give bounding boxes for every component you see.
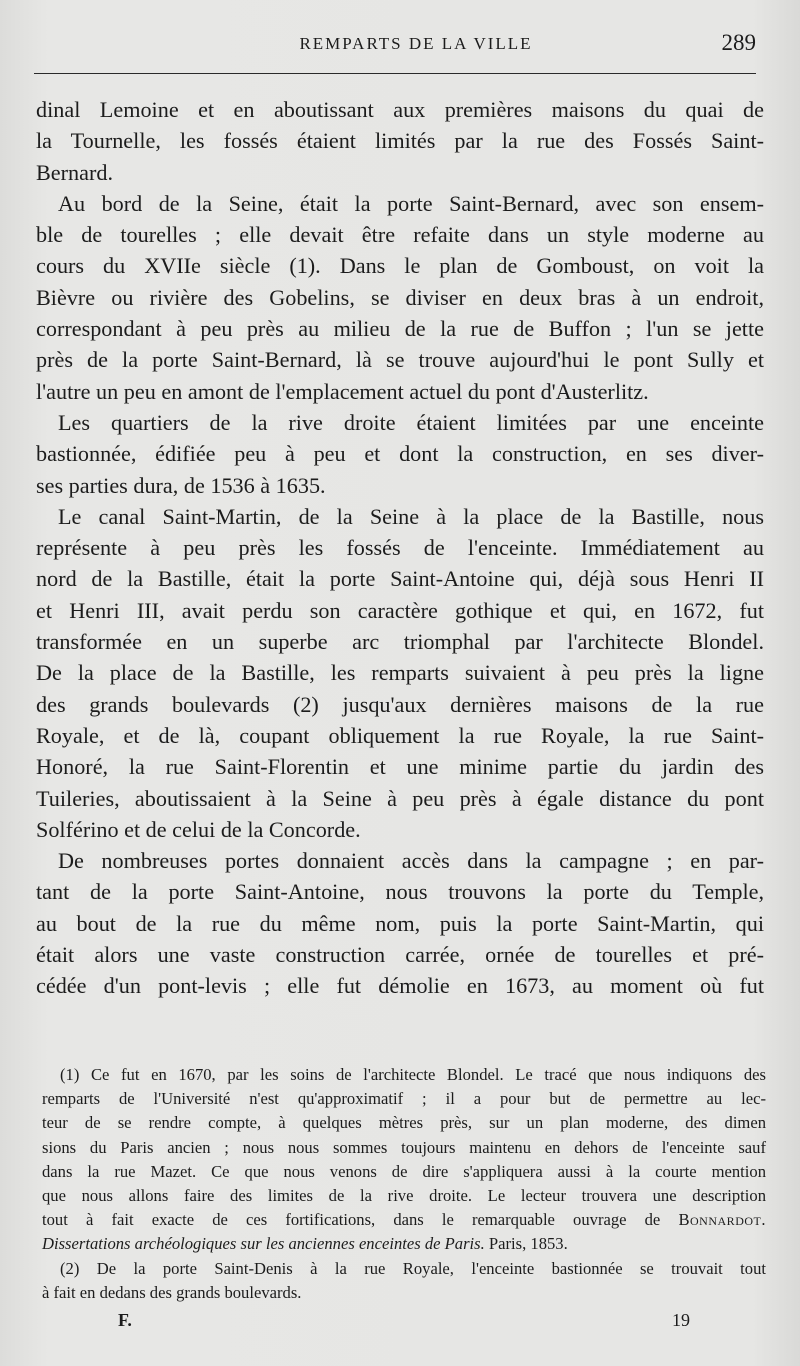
text-line: transformée en un superbe arc triomphal par l'architecte Blondel.: [36, 629, 764, 655]
sheet-number: 19: [672, 1310, 690, 1330]
footnote-1-line: sions du Paris ancien ; nous nous sommes toujours maintenu en dehors de l'enceinte sauf: [42, 1137, 766, 1157]
footnote-1-line: teur de se rendre compte, à quelques mètres près, sur un plan moderne, des dimen: [42, 1113, 766, 1133]
footnote-1-text: tout à fait exacte de ces fortifications, dans le remarquable ouvrage de: [42, 1210, 661, 1230]
footnote-2-line: (2) De la porte Saint-Denis à la rue Royale, l'enceinte bastionnée se trouvait tout: [60, 1258, 766, 1278]
text-line: ble de tourelles ; elle devait être refaite dans un style moderne au: [36, 222, 764, 248]
text-line: Honoré, la rue Saint-Florentin et une minime partie du jardin des: [36, 754, 764, 780]
text-line: Tuileries, aboutissaient à la Seine à peu près à égale distance du pont: [36, 785, 764, 811]
text-line: Royale, et de là, coupant obliquement la rue Royale, la rue Saint-: [36, 722, 764, 748]
text-line: au bout de la rue du même nom, puis la porte Saint-Martin, qui: [36, 910, 764, 936]
header-rule: [34, 73, 756, 74]
text-line: Le canal Saint-Martin, de la Seine à la place de la Bastille, nous: [58, 503, 764, 529]
signature-mark: F.: [118, 1310, 132, 1330]
page-number: 289: [721, 30, 756, 55]
text-line: nord de la Bastille, était la porte Saint-Antoine qui, déjà sous Henri II: [36, 566, 764, 592]
text-line: Solférino et de celui de la Concorde.: [36, 816, 361, 842]
footnote-1-line: que nous allons faire des limites de la rive droite. Le lecteur trouvera une description: [42, 1185, 766, 1205]
text-line: Bièvre ou rivière des Gobelins, se diviser en deux bras à un endroit,: [36, 284, 764, 310]
cited-work-title: Dissertations archéologiques sur les anciennes enceintes de Paris.: [42, 1234, 485, 1254]
footnote-1-line: dans la rue Mazet. Ce que nous venons de dire s'appliquera aussi à la courte mention: [42, 1161, 766, 1181]
main-text: [36, 94, 764, 1002]
footnote-1-line: remparts de l'Université n'est qu'approximatif ; il a pour but de permettre au lec-: [42, 1089, 766, 1109]
text-line: De la place de la Bastille, les remparts suivaient à peu près la ligne: [36, 660, 764, 686]
text-line: des grands boulevards (2) jusqu'aux dernières maisons de la rue: [36, 691, 764, 717]
text-line: l'autre un peu en amont de l'emplacement actuel du pont d'Austerlitz.: [36, 378, 649, 404]
footnote-1-citation: [42, 1232, 766, 1256]
text-line: cédée d'un pont-levis ; elle fut démolie en 1673, au moment où fut: [36, 973, 764, 999]
footnotes: [42, 1063, 766, 1305]
footnote-2-line: à fait en dedans des grands boulevards.: [42, 1282, 302, 1302]
cited-place-year: Paris, 1853.: [488, 1234, 568, 1254]
text-line: cours du XVIIe siècle (1). Dans le plan de Gomboust, on voit la: [36, 253, 764, 279]
text-line: correspondant à peu près au milieu de la rue de Buffon ; l'un se jette: [36, 316, 764, 342]
text-line: et Henri III, avait perdu son caractère gothique et qui, en 1672, fut: [36, 597, 764, 623]
text-line: De nombreuses portes donnaient accès dans la campagne ; en par-: [58, 848, 764, 874]
text-line: dinal Lemoine et en aboutissant aux premières maisons du quai de: [36, 97, 764, 122]
text-line: bastionnée, édifiée peu à peu et dont la construction, en ses diver-: [36, 441, 764, 467]
text-line: était alors une vaste construction carrée, ornée de tourelles et pré-: [36, 942, 764, 968]
text-line: Les quartiers de la rive droite étaient limitées par une enceinte: [58, 409, 764, 435]
text-line: tant de la porte Saint-Antoine, nous trouvons la porte du Temple,: [36, 879, 764, 905]
running-title: REMPARTS DE LA VILLE: [299, 34, 533, 53]
cited-author: Bonnardot.: [678, 1210, 766, 1230]
text-line: la Tournelle, les fossés étaient limités par la rue des Fossés Saint-: [36, 128, 764, 154]
page-header: [36, 30, 756, 60]
page-footer: [110, 1310, 690, 1336]
text-line: près de la porte Saint-Bernard, là se trouve aujourd'hui le pont Sully et: [36, 347, 764, 373]
footnote-1-line: (1) Ce fut en 1670, par les soins de l'architecte Blondel. Le tracé que nous indiquons des: [60, 1065, 766, 1084]
text-line: Bernard.: [36, 159, 114, 185]
text-line: représente à peu près les fossés de l'enceinte. Immédiatement au: [36, 535, 764, 561]
text-line: ses parties dura, de 1536 à 1635.: [36, 472, 326, 498]
text-line: Au bord de la Seine, était la porte Saint-Bernard, avec son ensem-: [58, 190, 764, 216]
footnote-1-line-with-author: [42, 1208, 766, 1232]
